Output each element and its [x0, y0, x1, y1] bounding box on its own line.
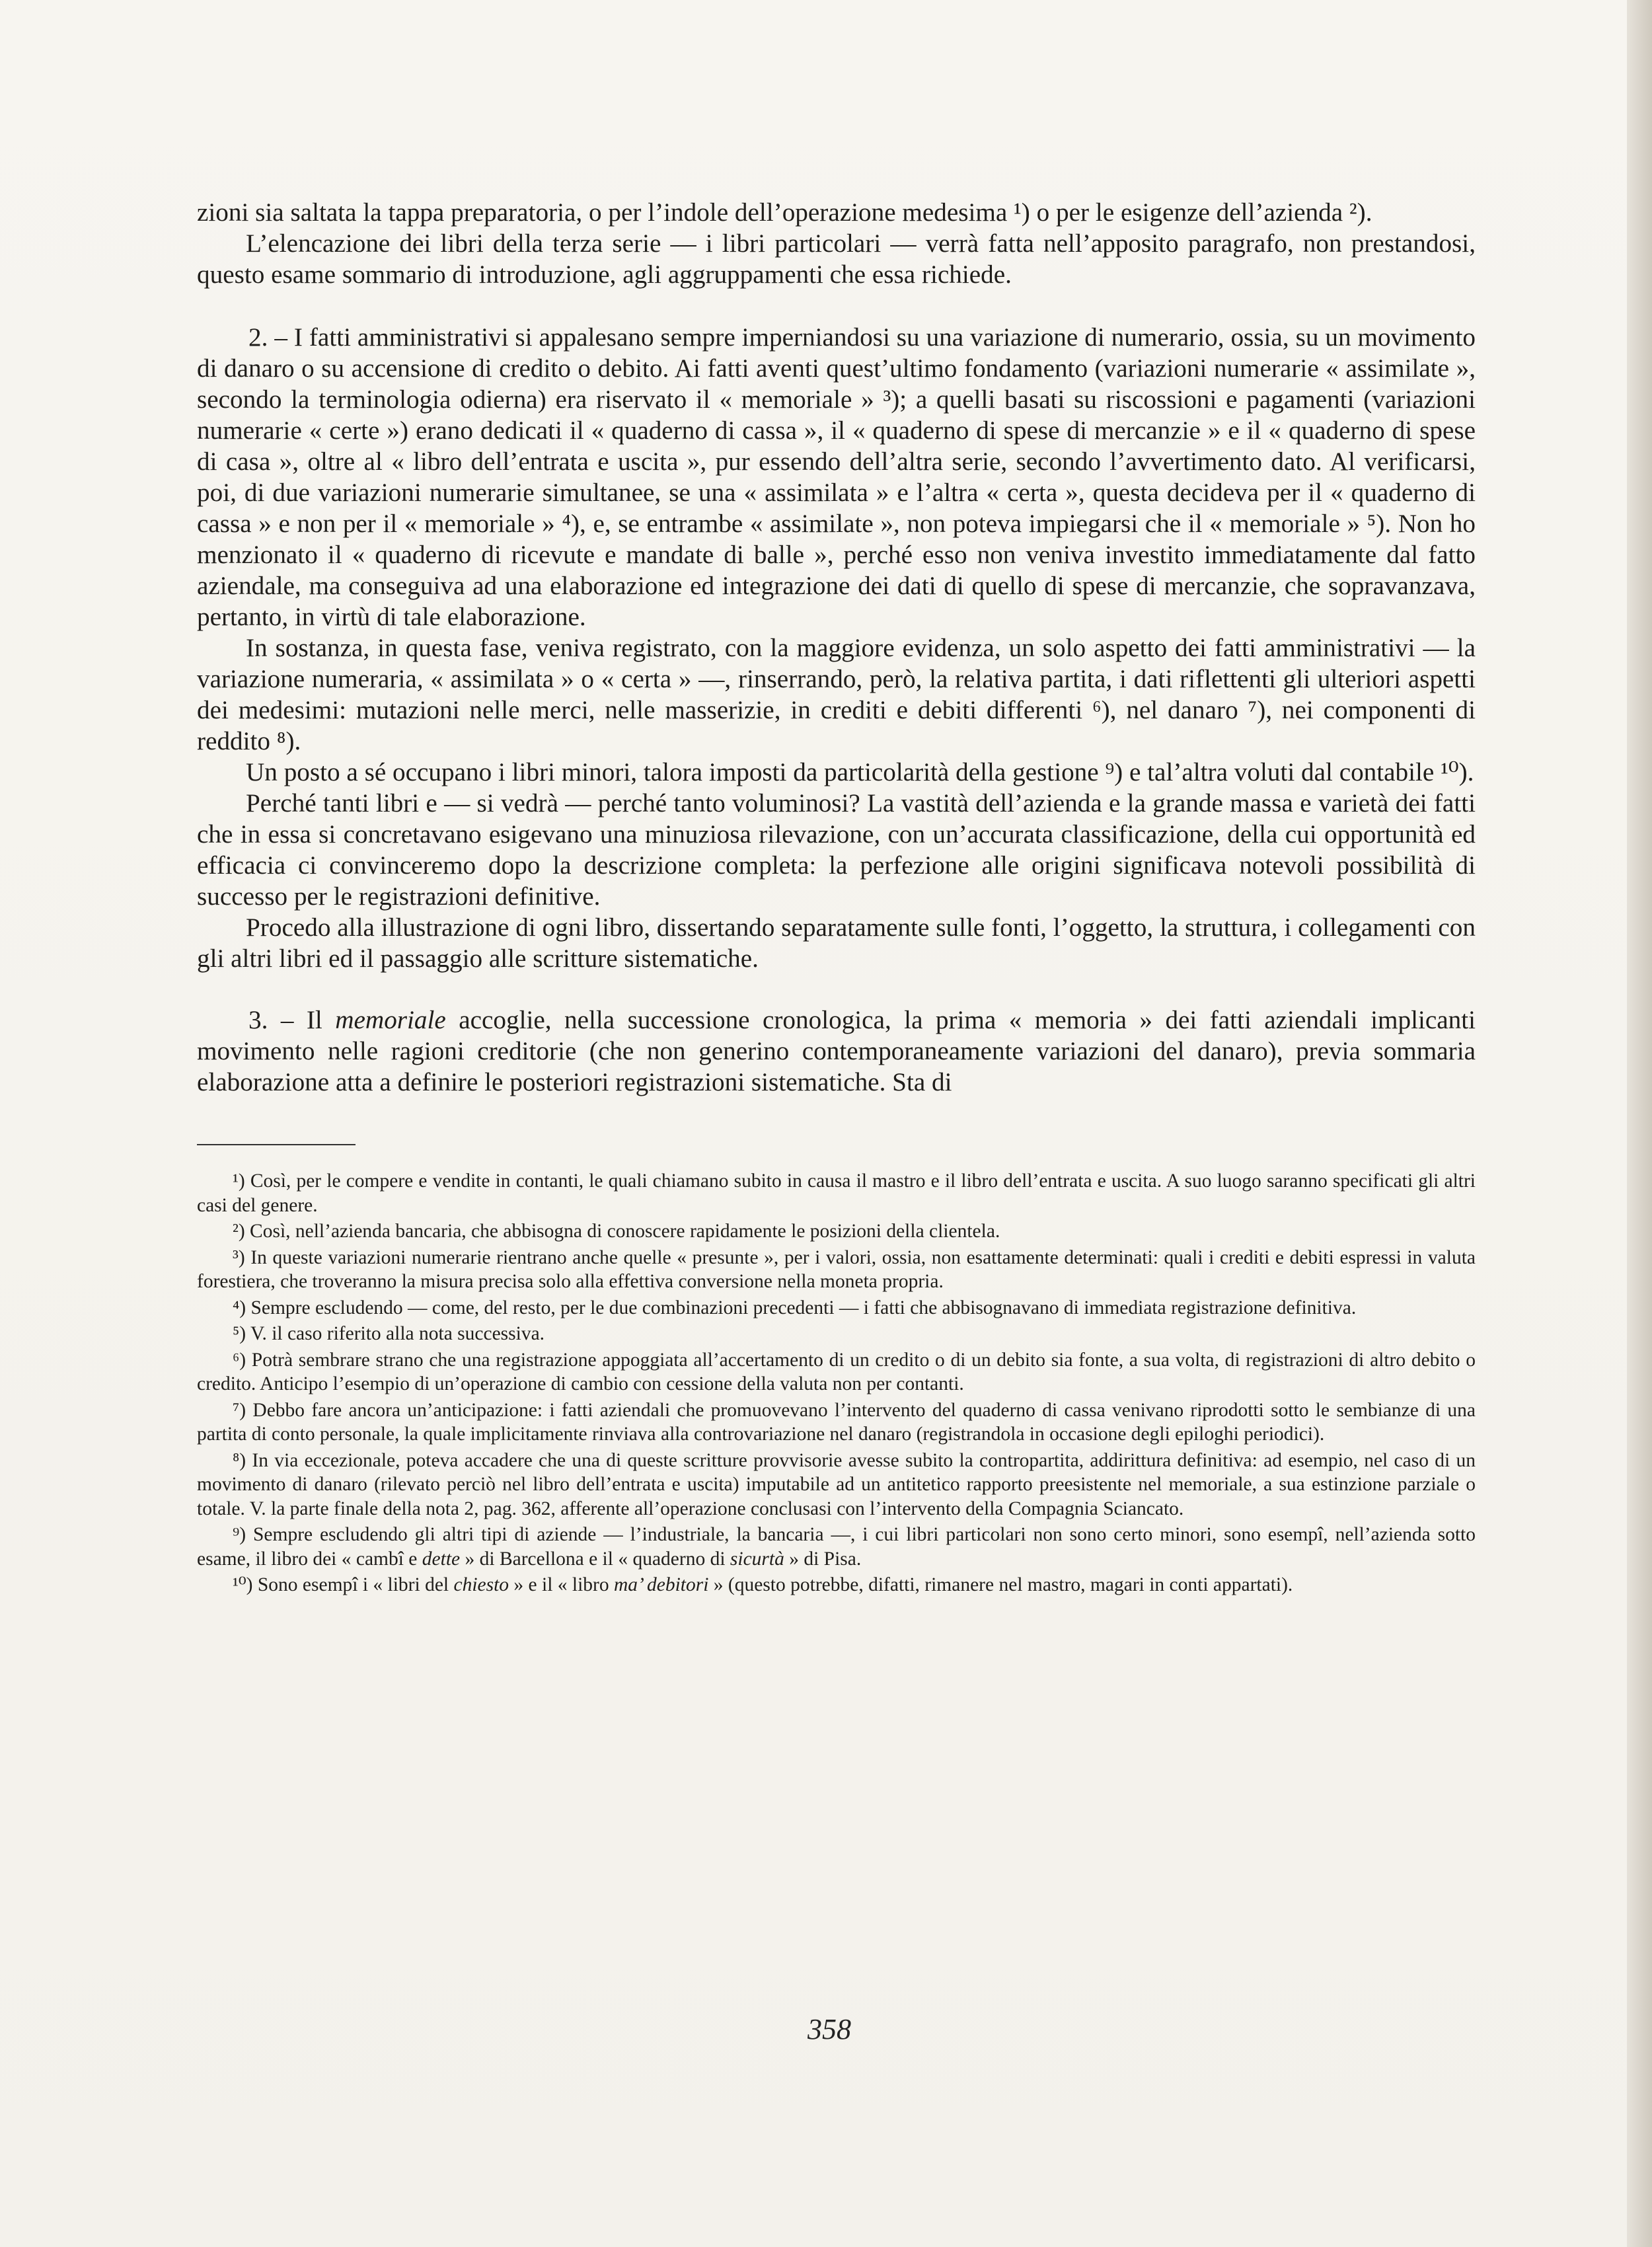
footnote-10-text-c: » e il « libro: [509, 1574, 614, 1595]
main-text: [197, 197, 1476, 1098]
footnote-10: [197, 1573, 1476, 1597]
page-number: 358: [807, 2013, 851, 2045]
paragraph-continuation: zioni sia saltata la tappa preparatoria, o per l’indole dell’operazione medesima ¹) o per le esigenze dell’azienda ²).: [197, 198, 1372, 227]
footnote-10-italic-chiesto: chiesto: [453, 1574, 509, 1595]
footnote-8: ⁸) In via eccezionale, poteva accadere che una di queste scritture provvisorie avesse subito la contropartita, addirittura definitiva: ad esempio, nel caso di un movimento di danaro (rilevato perciò nel libro dell’entrata e uscita) imputabile ad un antitetico rapporto preesistente nel memoriale, a sua estinzione parziale o totale. V. la parte finale della nota 2, pag. 362, afferente all’operazione conclusasi con l’intervento della Compagnia Sciancato.: [197, 1449, 1476, 1519]
section-2-paragraph-2: In sostanza, in questa fase, veniva registrato, con la maggiore evidenza, un solo aspetto dei fatti amministrativi — la variazione numeraria, « assimilata » o « certa » —, rinserrando, però, la relativa partita, i dati riflettenti gli ulteriori aspetti dei medesimi: mutazioni nelle merci, nelle masserizie, in crediti e debiti differenti ⁶), nel danaro ⁷), nei componenti di reddito ⁸).: [197, 634, 1476, 755]
section-2-paragraph-5: Procedo alla illustrazione di ogni libro, dissertando separatamente sulle fonti, l’oggetto, la struttura, i collegamenti con gli altri libri ed il passaggio alle scritture sistematiche.: [197, 913, 1476, 973]
page-edge-shadow: [1627, 0, 1652, 2247]
footnote-3: ³) In queste variazioni numerarie rientrano anche quelle « presunte », per i valori, ossia, non esattamente determinati: quali i crediti e debiti espressi in valuta forestiera, che troveranno la misura precisa solo alla effettiva conversione nella moneta propria.: [197, 1246, 1476, 1292]
footnote-1: ¹) Così, per le compere e vendite in contanti, le quali chiamano subito in causa il mastro e il libro dell’entrata e uscita. A suo luogo saranno specificati gli altri casi del genere.: [197, 1170, 1476, 1216]
footnote-9-text-e: » di Pisa.: [784, 1548, 862, 1570]
section-3-paragraph-1: [197, 1005, 1476, 1098]
section-3-term: memoriale: [335, 1006, 446, 1034]
section-3-lead: 3. – Il: [248, 1006, 336, 1034]
footnote-5: ⁵) V. il caso riferito alla nota successiva.: [233, 1323, 545, 1344]
footnote-divider: [197, 1144, 356, 1145]
footnote-9-text-c: » di Barcellona e il « quaderno di: [460, 1548, 730, 1570]
footnote-6: ⁶) Potrà sembrare strano che una registrazione appoggiata all’accertamento di un credito o di un debito sia fonte, a sua volta, di registrazioni di altro debito o credito. Anticipo l’esempio di un’operazione di cambio con cessione della valuta non per contanti.: [197, 1349, 1476, 1394]
footnote-9: [197, 1523, 1476, 1571]
section-3-rest: accoglie, nella successione cronologica, la prima « memoria » dei fatti aziendali implicanti movimento nelle ragioni creditorie (che non generino contemporaneamente variazioni del danaro), previa sommaria elaborazione atta a definire le posteriori registrazioni sistematiche. Sta di: [197, 1006, 1476, 1096]
footnotes: [197, 1169, 1476, 1597]
section-gap: [197, 974, 1476, 1005]
footnote-2: ²) Così, nell’azienda bancaria, che abbisogna di conoscere rapidamente le posizioni della clientela.: [233, 1221, 1000, 1242]
section-2-paragraph-1: 2. – I fatti amministrativi si appalesano sempre imperniandosi su una variazione di numerario, ossia, su un movimento di danaro o su accensione di credito o debito. Ai fatti aventi quest’ultimo fondamento (variazioni numerarie « assimilate », secondo la terminologia odierna) era riservato il « memoriale » ³); a quelli basati su riscossioni e pagamenti (variazioni numerarie « certe ») erano dedicati il « quaderno di cassa », il « quaderno di spese di mercanzie » e il « quaderno di spese di casa », oltre al « libro dell’entrata e uscita », pur essendo dell’altra serie, secondo l’avvertimento dato. Al verificarsi, poi, di due variazioni numerarie simultanee, se una « assimilata » e l’altra « certa », questa decideva per il « quaderno di cassa » e non per il « memoriale » ⁴), e, se entrambe « assimilate », non poteva impiegarsi che il « memoriale » ⁵). Non ho menzionato il « quaderno di ricevute e mandate di balle », perché esso non veniva investito immediatamente dal fatto aziendale, ma conseguiva ad una elaborazione ed integrazione dei dati di quello di spese di mercanzie, che sopravanzava, pertanto, in virtù di tale elaborazione.: [197, 323, 1476, 631]
footnote-10-text-a: ¹⁰) Sono esempî i « libri del: [233, 1574, 454, 1595]
paragraph-third-series: L’elencazione dei libri della terza serie — i libri particolari — verrà fatta nell’apposito paragrafo, non prestandosi, questo esame sommario di introduzione, agli aggruppamenti che essa richiede.: [197, 229, 1476, 289]
page-content: [197, 197, 1476, 1599]
footnote-10-text-e: » (questo potrebbe, difatti, rimanere nel mastro, magari in conti appartati).: [708, 1574, 1293, 1595]
footnote-9-text-a: ⁹) Sempre escludendo gli altri tipi di aziende — l’industriale, la bancaria —, i cui libri particolari non sono certo minori, sono esempî, nell’azienda sotto esame, il libro dei « cambî e: [197, 1524, 1476, 1570]
footnote-9-italic-dette: dette: [422, 1548, 461, 1570]
section-2-paragraph-4: Perché tanti libri e — si vedrà — perché tanto voluminosi? La vastità dell’azienda e la grande massa e varietà dei fatti che in essa si concretavano esigevano una minuziosa rilevazione, con un’accurata classificazione, della cui opportunità ed efficacia ci convinceremo dopo la descrizione completa: la perfezione alle origini significava notevoli possibilità di successo per le registrazioni definitive.: [197, 789, 1476, 911]
section-gap: [197, 290, 1476, 322]
footnote-10-italic-debitori: ma’ debitori: [614, 1574, 709, 1595]
footnote-4: ⁴) Sempre escludendo — come, del resto, per le due combinazioni precedenti — i fatti che abbisognavano di immediata registrazione definitiva.: [233, 1297, 1357, 1318]
footnote-9-italic-sicurta: sicurtà: [730, 1548, 784, 1570]
footnote-7: ⁷) Debbo fare ancora un’anticipazione: i fatti aziendali che promuovevano l’intervento del quaderno di cassa venivano riprodotti sotto le sembianze di una partita di conto personale, la quale implicitamente rinviava alla controvariazione nel danaro (registrandola in occasione degli epiloghi periodici).: [197, 1399, 1476, 1445]
section-2-paragraph-3: Un posto a sé occupano i libri minori, talora imposti da particolarità della gestione ⁹) e tal’altra voluti dal contabile ¹⁰).: [246, 758, 1474, 786]
